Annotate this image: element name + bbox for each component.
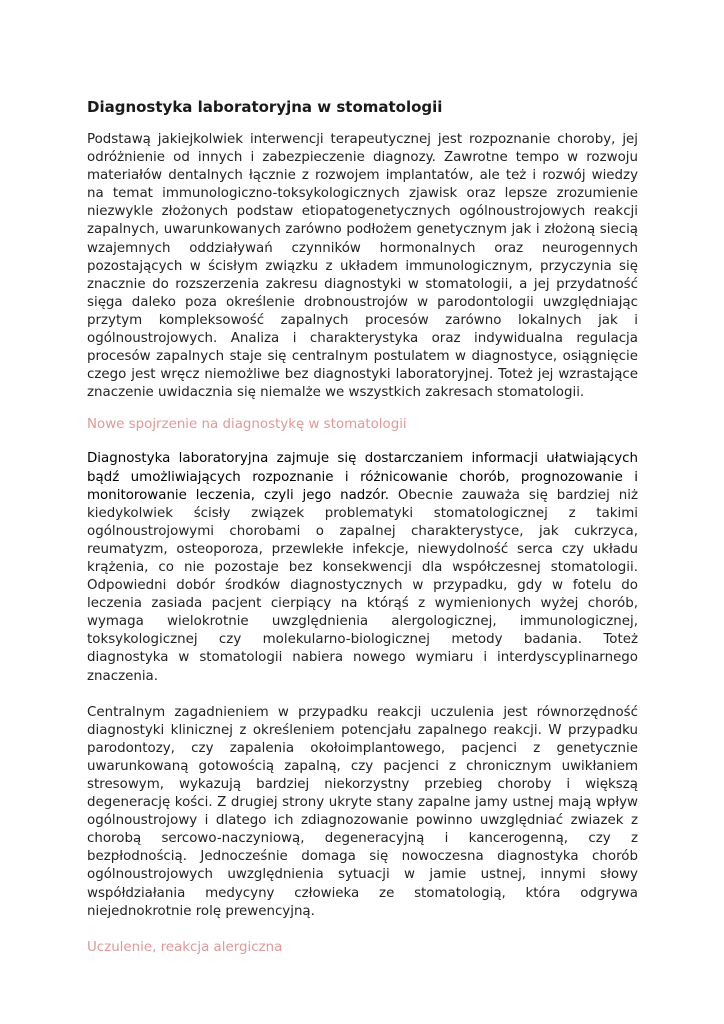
diagnostics-paragraph — [87, 450, 638, 685]
document-page — [87, 96, 638, 973]
section-heading-allergy: Uczulenie, reakcja alergiczna — [87, 939, 283, 955]
intro-paragraph: Podstawą jakiejkolwiek interwencji terapeutycznej jest rozpoznanie choroby, jej odróżnienie od innych i zabezpieczenie diagnozy. Zawrotne tempo w rozwoju materiałów dentalnych łącznie z rozwojem implantatów, ale też i rozwój wiedzy na temat immunologiczno-toksykologicznych zjawisk oraz lepsze zrozumienie niezwykle złożonych podstaw etiopatogenetycznych ogólnoustrojowych reakcji zapalnych, uwarunkowanych zarówno podłożem genetycznym jak i złożoną siecią wzajemnych oddziaływań czynników hormonalnych oraz neurogennych pozostających w ścisłym związku z układem immunologicznym, przyczynia się znacznie do rozszerzenia zakresu diagnostyki w stomatologii, a jej przydatność sięga daleko poza określenie drobnoustrojów w parodontologii uwzględniając przytym kompleksowość zapalnych procesów zarówno lokalnych jak i ogólnoustrojowych. Analiza i charakterystyka oraz indywidualna regulacja procesów zapalnych staje się centralnym postulatem w diagnostyce, osiągnięcie czego jest wręcz niemożliwe bez diagnostyki laboratoryjnej. Toteż jej wzrastające znaczenie uwidacznia się niemalże we wszystkich zakresach stomatologii. — [87, 132, 638, 401]
section-heading-new-perspective: Nowe spojrzenie na diagnostykę w stomatologii — [87, 417, 407, 433]
diagnostics-paragraph-lead: Diagnostyka laboratoryjna zajmuje się dostarczaniem informacji ułatwiających bądź umożliwiających rozpoznanie i różnicowanie chorób, prognozowanie i monitorowanie leczenia, czyli jego nadzór. — [87, 451, 638, 503]
inflammation-paragraph: Centralnym zagadnieniem w przypadku reakcji uczulenia jest równorzędność diagnostyki klinicznej z określeniem potencjału zapalnego reakcji. W przypadku parodontozy, czy zapalenia okołoimplantowego, pacjenci z genetycznie uwarunkowaną gotowością zapalną, czy pacjenci z chronicznym uwikłaniem stresowym, wykazują bardziej niekorzystny przebieg choroby i większą degenerację kości. Z drugiej strony ukryte stany zapalne jamy ustnej mają wpływ ogólnoustrojowy i dlatego ich zdiagnozowanie powinno uwzględniać zwiazek z chorobą sercowo-naczyniową, degeneracyjną i kancerogenną, czy z bezpłodnością. Jednocześnie domaga się nowoczesna diagnostyka chorób ogólnoustrojowych uwzględnienia sytuacji w jamie ustnej, innymi słowy współdziałania medycyny człowieka ze stomatologią, która odgrywa niejednokrotnie rolę prewencyjną. — [87, 704, 638, 919]
document-title: Diagnostyka laboratoryjna w stomatologii — [87, 98, 443, 116]
diagnostics-paragraph-rest: Obecnie zauważa się bardziej niż kiedykolwiek ścisły związek problematyki stomatologicznej z takimi ogólnoustrojowymi chorobami o zapalnej charakterystyce, jak cukrzyca, reumatyzm, osteoporoza, przewlekłe infekcje, niewydolność serca czy układu krążenia, co nie pozostaje bez konsekwencji dla współczesnej stomatologii. Odpowiedni dobór środków diagnostycznych w przypadku, gdy w fotelu do leczenia zasiada pacjent cierpiący na którąś z wymienionych wyżej chorób, wymaga wielokrotnie uwzględnienia alergologicznej, immunologicznej, toksykologicznej czy molekularno-biologicznej metody badania. Toteż diagnostyka w stomatologii nabiera nowego wymiaru i interdyscyplinarnego znaczenia. — [87, 487, 638, 684]
